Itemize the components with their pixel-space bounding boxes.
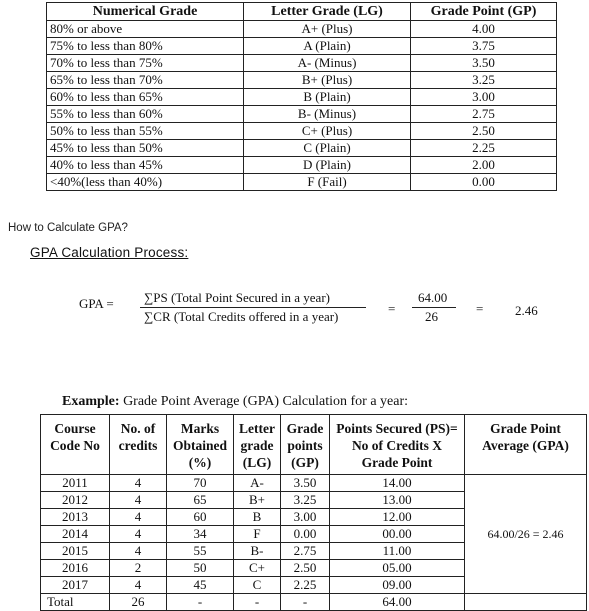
- grade-table-row: [47, 38, 557, 55]
- points-secured-cell: 00.00: [330, 526, 465, 543]
- grade-table-row: [47, 89, 557, 106]
- total-marks-cell: -: [167, 594, 234, 611]
- points-secured-cell: 11.00: [330, 543, 465, 560]
- formula-lhs: GPA =: [79, 296, 114, 311]
- header-letter-grade: Letter Grade (LG): [244, 3, 411, 21]
- letter-grade-cell: C: [234, 577, 281, 594]
- letter-grade-cell: B-: [234, 543, 281, 560]
- example-title-rest: Grade Point Average (GPA) Calculation for a year:: [119, 394, 409, 409]
- formula-value-fraction-bar: [412, 307, 456, 308]
- numerical-grade-cell: 60% to less than 65%: [47, 89, 244, 106]
- points-secured-cell: 13.00: [330, 492, 465, 509]
- marks-cell: 55: [167, 543, 234, 560]
- numerical-grade-cell: 50% to less than 55%: [47, 123, 244, 140]
- header-credits: No. of credits: [110, 415, 167, 475]
- grade-table-row: [47, 106, 557, 123]
- points-secured-cell: 09.00: [330, 577, 465, 594]
- numerical-grade-cell: 80% or above: [47, 21, 244, 38]
- grade-point-cell: 4.00: [411, 21, 557, 38]
- grade-table-row: [47, 21, 557, 38]
- total-gpa-blank-cell: [465, 594, 587, 611]
- formula-equals-2: =: [476, 301, 484, 316]
- grade-point-cell: 3.50: [411, 55, 557, 72]
- letter-grade-cell: B- (Minus): [244, 106, 411, 123]
- grade-table-row: [47, 72, 557, 89]
- grade-point-cell: 2.00: [411, 157, 557, 174]
- letter-grade-cell: A+ (Plus): [244, 21, 411, 38]
- grade-point-cell: 0.00: [411, 174, 557, 191]
- formula-denominator: ∑CR (Total Credits offered in a year): [144, 309, 339, 324]
- header-gpa: Grade Point Average (GPA): [465, 415, 587, 475]
- example-title-bold: Example:: [62, 394, 120, 409]
- marks-cell: 60: [167, 509, 234, 526]
- letter-grade-cell: D (Plain): [244, 157, 411, 174]
- header-marks: Marks Obtained (%): [167, 415, 234, 475]
- grade-table-header-row: [47, 3, 557, 21]
- formula-fraction-bar: [140, 307, 366, 308]
- grade-points-cell: 2.50: [281, 560, 330, 577]
- example-total-row: [41, 594, 587, 611]
- total-letter-grade-cell: -: [234, 594, 281, 611]
- total-credits-cell: 26: [110, 594, 167, 611]
- numerical-grade-cell: 55% to less than 60%: [47, 106, 244, 123]
- header-numerical-grade: Numerical Grade: [47, 3, 244, 21]
- grade-points-cell: 0.00: [281, 526, 330, 543]
- letter-grade-cell: C (Plain): [244, 140, 411, 157]
- numerical-grade-cell: 75% to less than 80%: [47, 38, 244, 55]
- grade-table-body: [47, 21, 557, 191]
- marks-cell: 45: [167, 577, 234, 594]
- letter-grade-cell: A (Plain): [244, 38, 411, 55]
- numerical-grade-cell: 70% to less than 75%: [47, 55, 244, 72]
- grade-point-cell: 2.25: [411, 140, 557, 157]
- numerical-grade-cell: 40% to less than 45%: [47, 157, 244, 174]
- course-code-cell: 2015: [41, 543, 110, 560]
- header-course-code: Course Code No: [41, 415, 110, 475]
- process-heading: GPA Calculation Process:: [30, 245, 189, 260]
- grade-table-row: [47, 55, 557, 72]
- letter-grade-cell: F (Fail): [244, 174, 411, 191]
- numerical-grade-cell: <40%(less than 40%): [47, 174, 244, 191]
- marks-cell: 70: [167, 475, 234, 492]
- formula-value-numerator: 64.00: [418, 290, 448, 305]
- numerical-grade-cell: 65% to less than 70%: [47, 72, 244, 89]
- letter-grade-cell: B: [234, 509, 281, 526]
- credits-cell: 4: [110, 492, 167, 509]
- letter-grade-cell: C+ (Plus): [244, 123, 411, 140]
- course-code-cell: 2012: [41, 492, 110, 509]
- header-grade-point: Grade Point (GP): [411, 3, 557, 21]
- grade-table-row: [47, 174, 557, 191]
- letter-grade-cell: C+: [234, 560, 281, 577]
- course-code-cell: 2011: [41, 475, 110, 492]
- points-secured-cell: 12.00: [330, 509, 465, 526]
- grade-table-row: [47, 123, 557, 140]
- gpa-example-table: [40, 414, 587, 611]
- grade-points-cell: 2.25: [281, 577, 330, 594]
- grade-point-cell: 2.50: [411, 123, 557, 140]
- letter-grade-cell: A- (Minus): [244, 55, 411, 72]
- numerical-grade-cell: 45% to less than 50%: [47, 140, 244, 157]
- letter-grade-cell: B+ (Plus): [244, 72, 411, 89]
- grade-points-cell: 2.75: [281, 543, 330, 560]
- credits-cell: 4: [110, 526, 167, 543]
- marks-cell: 50: [167, 560, 234, 577]
- how-to-calculate-heading: How to Calculate GPA?: [8, 222, 128, 234]
- points-secured-cell: 14.00: [330, 475, 465, 492]
- letter-grade-cell: A-: [234, 475, 281, 492]
- total-grade-points-cell: -: [281, 594, 330, 611]
- credits-cell: 2: [110, 560, 167, 577]
- total-points-secured-cell: 64.00: [330, 594, 465, 611]
- formula-result: 2.46: [515, 303, 538, 318]
- grade-points-cell: 3.00: [281, 509, 330, 526]
- credits-cell: 4: [110, 543, 167, 560]
- course-code-cell: 2017: [41, 577, 110, 594]
- formula-value-denominator: 26: [425, 309, 438, 324]
- example-table-row: [41, 475, 587, 492]
- credits-cell: 4: [110, 509, 167, 526]
- grade-point-cell: 3.75: [411, 38, 557, 55]
- grade-point-cell: 3.00: [411, 89, 557, 106]
- example-table-header-row: [41, 415, 587, 475]
- grade-points-cell: 3.25: [281, 492, 330, 509]
- points-secured-cell: 05.00: [330, 560, 465, 577]
- marks-cell: 34: [167, 526, 234, 543]
- grade-table-row: [47, 157, 557, 174]
- letter-grade-cell: B (Plain): [244, 89, 411, 106]
- marks-cell: 65: [167, 492, 234, 509]
- header-points-secured: Points Secured (PS)= No of Credits X Grade Point: [330, 415, 465, 475]
- example-title: [62, 394, 408, 410]
- grade-point-cell: 3.25: [411, 72, 557, 89]
- grade-table-row: [47, 140, 557, 157]
- letter-grade-cell: F: [234, 526, 281, 543]
- formula-equals-1: =: [388, 301, 396, 316]
- course-code-cell: 2016: [41, 560, 110, 577]
- credits-cell: 4: [110, 577, 167, 594]
- grade-scale-table: [46, 2, 557, 191]
- grade-points-cell: 3.50: [281, 475, 330, 492]
- example-table-body: [41, 475, 587, 611]
- total-label-cell: Total: [41, 594, 110, 611]
- header-letter-grade: Letter grade (LG): [234, 415, 281, 475]
- formula-numerator: ∑PS (Total Point Secured in a year): [144, 290, 330, 305]
- letter-grade-cell: B+: [234, 492, 281, 509]
- header-grade-points: Grade points (GP): [281, 415, 330, 475]
- course-code-cell: 2013: [41, 509, 110, 526]
- grade-point-cell: 2.75: [411, 106, 557, 123]
- gpa-result-cell: 64.00/26 = 2.46: [465, 475, 587, 594]
- course-code-cell: 2014: [41, 526, 110, 543]
- credits-cell: 4: [110, 475, 167, 492]
